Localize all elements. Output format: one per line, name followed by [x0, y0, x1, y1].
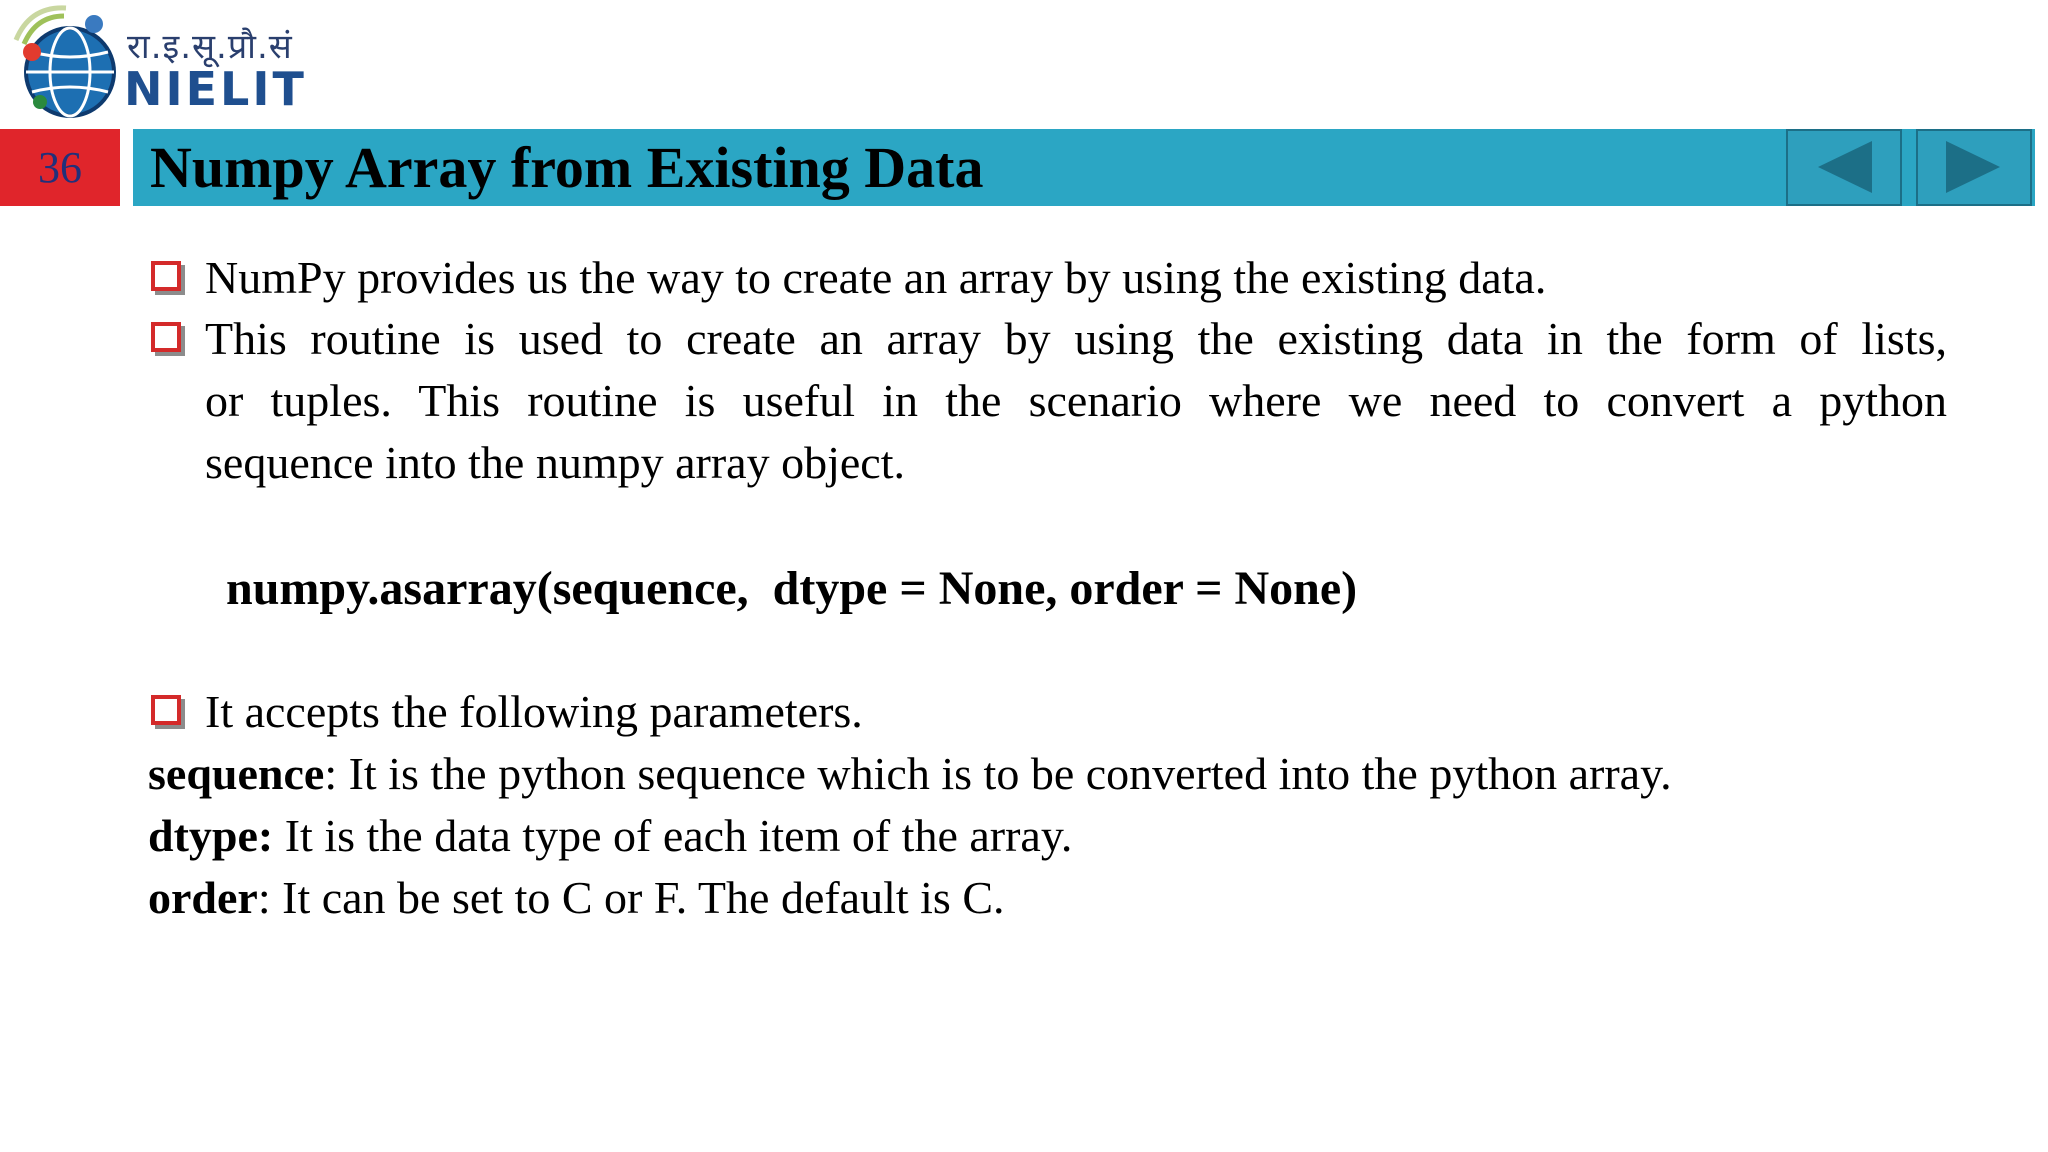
param-separator: :	[257, 872, 271, 923]
bullet-text: NumPy provides us the way to create an array by using the existing data.	[205, 252, 1547, 303]
param-order	[148, 870, 1005, 926]
param-description: It is the python sequence which is to be converted into the python array.	[337, 748, 1672, 799]
logo-name-text: NIELIT	[124, 62, 307, 116]
bullet-icon	[151, 695, 181, 725]
slide-title: Numpy Array from Existing Data	[150, 135, 984, 200]
param-description: It is the data type of each item of the array.	[273, 810, 1073, 861]
param-description: It can be set to C or F. The default is C.	[270, 872, 1005, 923]
syntax-code: numpy.asarray(sequence, dtype = None, order = None)	[226, 562, 1358, 615]
param-name: sequence	[148, 748, 325, 799]
param-dtype	[148, 808, 1072, 864]
param-sequence	[148, 746, 1672, 802]
bullet-icon	[151, 261, 181, 291]
bullet-text-continued: or tuples. This routine is useful in the scenario where we need to convert a python	[205, 375, 1947, 426]
slide-number: 36	[0, 129, 120, 206]
param-separator: :	[324, 748, 338, 799]
param-name: dtype:	[148, 810, 274, 861]
bullet-text: It accepts the following parameters.	[205, 686, 863, 737]
bullet-icon	[151, 322, 181, 352]
param-name: order	[148, 872, 258, 923]
bullet-text: This routine is used to create an array by using the existing data in the form of lists,	[205, 313, 1947, 364]
logo-hindi-text: रा.इ.सू.प्रौ.सं	[127, 27, 293, 67]
bullet-text-continued: sequence into the numpy array object.	[205, 437, 905, 488]
